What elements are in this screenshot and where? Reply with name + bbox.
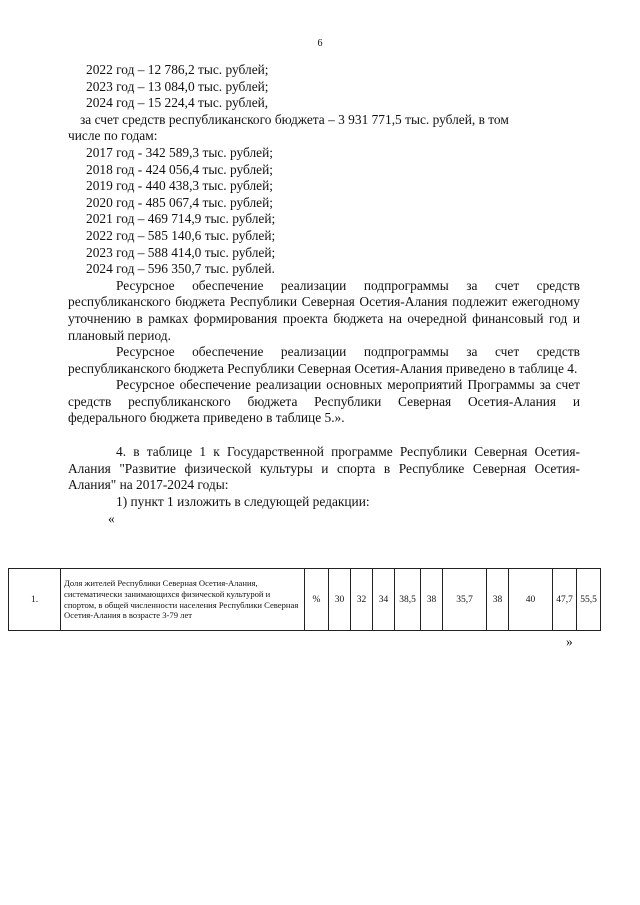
value-cell: 40 <box>509 569 553 631</box>
republic-budget-intro: за счет средств республиканского бюджета – 3 931 771,5 тыс. рублей, в том <box>80 111 509 127</box>
paragraph-amendment-4: 4. в таблице 1 к Государственной программе Республики Северная Осетия-Алания "Развитие физической культуры и спорта в Республике Северная Осетия-Алания" на 2017-2024 годы: <box>68 444 580 493</box>
paragraph-resource-refinement: Ресурсное обеспечение реализации подпрограммы за счет средств республиканского бюджета Республики Северная Осетия-Алания подлежит ежегодному уточнению в рамках формирования проекта бюджета на очередной финансовый год и плановый период. <box>68 277 580 343</box>
value-cell: 38 <box>421 569 443 631</box>
federal-year-line: 2022 год – 12 786,2 тыс. рублей; <box>86 62 269 77</box>
quote-open: « <box>108 511 115 527</box>
republic-year-line: 2017 год - 342 589,3 тыс. рублей; <box>86 144 273 160</box>
value-cell: 30 <box>329 569 351 631</box>
item-line: 1) пункт 1 изложить в следующей редакции: <box>116 493 370 509</box>
row-number-cell: 1. <box>9 569 61 631</box>
value-cell: 35,7 <box>443 569 487 631</box>
republic-budget-intro-cont: числе по годам: <box>68 128 158 144</box>
paragraph-resource-table4: Ресурсное обеспечение реализации подпрограммы за счет средств республиканского бюджета Республики Северная Осетия-Алания приведено в таблице 4. <box>68 344 580 376</box>
unit-cell: % <box>305 569 329 631</box>
federal-year-line: 2024 год – 15 224,4 тыс. рублей, <box>86 95 269 111</box>
table-row <box>9 569 601 631</box>
quote-close: » <box>566 634 573 649</box>
paragraph-resource-table5: Ресурсное обеспечение реализации основных мероприятий Программы за счет средств республиканского бюджета Республики Северная Осетия-Алания и федерального бюджета приведено в таблице 5.». <box>68 377 580 426</box>
value-cell: 55,5 <box>577 569 601 631</box>
page-number: 6 <box>317 38 323 49</box>
republic-year-line: 2021 год – 469 714,9 тыс. рублей; <box>86 211 276 227</box>
indicator-name-cell: Доля жителей Республики Северная Осетия-Алания, систематически занимающихся физической культурой и спортом, в общей численности населения Республики Северная Осетия-Алания в возрасте 3-79 лет <box>61 569 305 631</box>
value-cell: 32 <box>351 569 373 631</box>
value-cell: 38 <box>487 569 509 631</box>
federal-year-line: 2023 год – 13 084,0 тыс. рублей; <box>86 78 269 94</box>
republic-year-line: 2022 год – 585 140,6 тыс. рублей; <box>86 227 276 243</box>
republic-year-line: 2020 год - 485 067,4 тыс. рублей; <box>86 194 273 210</box>
document-body <box>68 62 580 528</box>
republic-year-line: 2023 год – 588 414,0 тыс. рублей; <box>86 244 276 260</box>
republic-year-line: 2018 год - 424 056,4 тыс. рублей; <box>86 161 273 177</box>
value-cell: 34 <box>373 569 395 631</box>
value-cell: 38,5 <box>395 569 421 631</box>
indicator-table <box>8 568 601 631</box>
republic-year-line: 2024 год – 596 350,7 тыс. рублей. <box>86 261 275 277</box>
value-cell: 47,7 <box>553 569 577 631</box>
republic-year-line: 2019 год - 440 438,3 тыс. рублей; <box>86 178 273 194</box>
